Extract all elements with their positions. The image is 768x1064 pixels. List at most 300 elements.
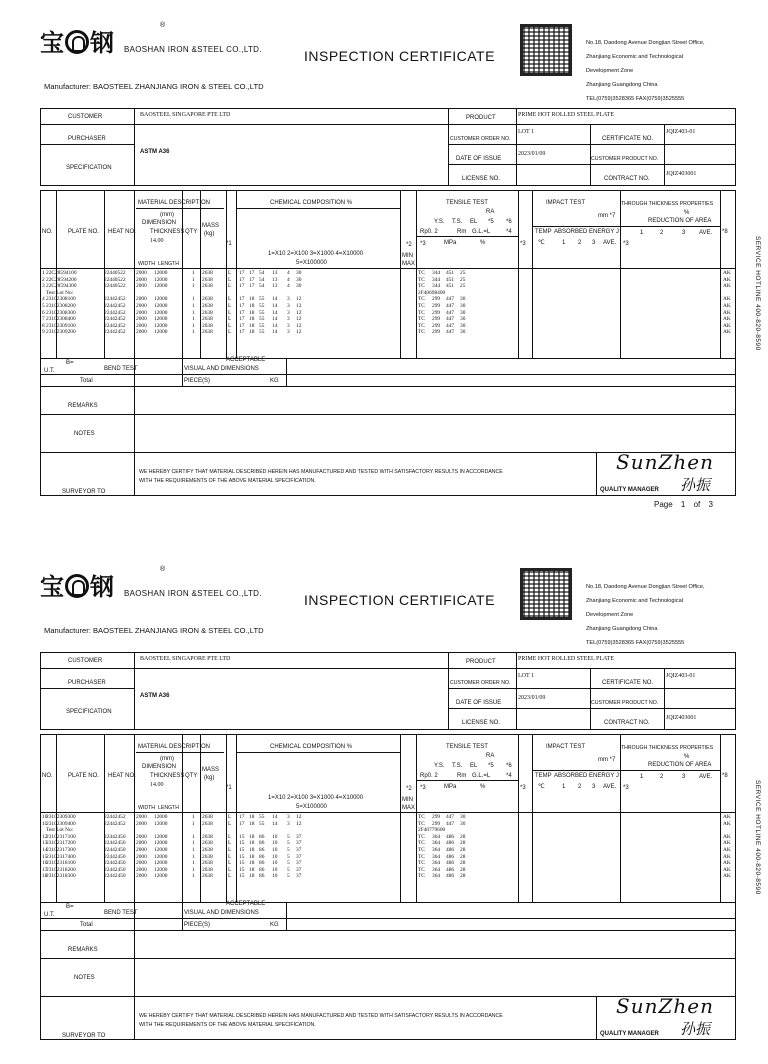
test-type: TC xyxy=(418,283,425,290)
col-ra: RA xyxy=(486,209,495,215)
certify-text: WE HEREBY CERTIFY THAT MATERIAL DESCRIBED HEREIN HAS MANUFACTURED AND TESTED WITH SATISFACTORY RESULTS IN ACCORDANCE xyxy=(139,1013,503,1019)
width: 2000 xyxy=(136,316,147,323)
chem-mn: 55 xyxy=(259,322,265,329)
chem-al: 37 xyxy=(296,846,302,853)
chem-c: 15 xyxy=(239,840,245,847)
row-no: 16 xyxy=(42,860,48,867)
label-remarks: REMARKS xyxy=(68,947,98,953)
label-pieces: PIECE(S) xyxy=(184,378,211,384)
chem-si: 18 xyxy=(249,322,255,329)
table-row xyxy=(40,270,736,277)
row-no: 7 xyxy=(42,316,45,323)
direction: L xyxy=(228,296,232,303)
length: 12000 xyxy=(154,814,168,820)
col-ttp-pct: % xyxy=(684,210,690,216)
col-impact-mm: mm *7 xyxy=(598,213,616,219)
mass: 2638 xyxy=(202,302,213,309)
ak-code: AK xyxy=(723,309,731,316)
bend-b: B= xyxy=(66,904,74,910)
row-no: 1 xyxy=(42,270,45,276)
col-material-description: MATERIAL DESCRIPTION xyxy=(138,200,211,206)
chem-al: 37 xyxy=(296,866,302,873)
heat-no: 22442452 xyxy=(104,322,126,329)
plate-no: 22C28594100 xyxy=(46,270,77,276)
chem-s: 3 xyxy=(287,820,290,827)
label-product: PRODUCT xyxy=(466,115,496,121)
label-kg: KG xyxy=(270,378,279,384)
chem-c: 17 xyxy=(239,820,245,827)
label-specification: SPECIFICATION xyxy=(66,165,112,171)
row-no: 5 xyxy=(42,302,45,309)
qty: 1 xyxy=(192,814,195,820)
plate-no: 22C28594200 xyxy=(46,276,77,283)
col-degc: ℃ xyxy=(538,240,545,246)
col-temp: TEMP xyxy=(535,773,552,779)
row-no: 11 xyxy=(42,820,48,827)
ak-code: AK xyxy=(723,873,731,880)
width: 2000 xyxy=(136,270,147,276)
col-impact-2: 2 xyxy=(578,784,582,790)
chem-mn: 55 xyxy=(259,820,265,827)
note-star5: *5 xyxy=(488,219,494,225)
chem-p: 10 xyxy=(272,860,278,867)
label-notes: NOTES xyxy=(74,431,95,437)
chem-c: 15 xyxy=(239,860,245,867)
col-absorbed: ABSORBED ENERGY J xyxy=(554,773,619,779)
col-impact: IMPACT TEST xyxy=(546,744,586,750)
row-no: 8 xyxy=(42,322,45,329)
logo-chinese: 宝 钢 xyxy=(40,572,114,601)
direction: L xyxy=(228,329,232,336)
width: 2000 xyxy=(136,276,147,283)
col-tensile: TENSILE TEST xyxy=(446,200,488,206)
certify-text-2: WITH THE REQUIREMENTS OF THE ABOVE MATERIAL SPECIFICATION. xyxy=(139,478,316,484)
chem-s: 3 xyxy=(287,309,290,316)
test-type: TC xyxy=(418,302,425,309)
logo-emblem-icon xyxy=(65,30,89,54)
direction: L xyxy=(228,283,232,290)
chem-al: 12 xyxy=(296,329,302,336)
tensile-strength: 486 xyxy=(446,840,455,847)
row-no: 15 xyxy=(42,853,48,860)
bend-b: B= xyxy=(66,360,74,366)
certificate-title: INSPECTION CERTIFICATE xyxy=(304,592,495,608)
heat-no: 22440522 xyxy=(104,276,126,283)
yield-strength: 299 xyxy=(432,329,441,336)
length: 12000 xyxy=(154,873,168,880)
certificate-no-value: JQIZ403-01 xyxy=(666,673,696,679)
col-gl: G.L.=L xyxy=(472,229,491,235)
tensile-strength: 447 xyxy=(446,309,455,316)
yield-strength: 364 xyxy=(432,853,441,860)
col-impact-ave: AVE. xyxy=(603,240,617,246)
chem-si: 18 xyxy=(249,846,255,853)
row-no: 2 xyxy=(42,276,45,283)
width: 2000 xyxy=(136,840,147,847)
ak-code: AK xyxy=(723,833,731,840)
elongation: 30 xyxy=(460,309,466,316)
heat-no: 22442450 xyxy=(104,833,126,840)
label-visual: VISUAL AND DIMENSIONS xyxy=(184,366,259,372)
length: 12000 xyxy=(154,276,168,283)
elongation: 28 xyxy=(460,846,466,853)
date-of-issue-value: 2023/01/09 xyxy=(518,695,546,701)
chem-si: 18 xyxy=(249,820,255,827)
tensile-strength: 447 xyxy=(446,302,455,309)
mass: 2638 xyxy=(202,814,213,820)
note-star2: *2 xyxy=(406,242,412,248)
chem-c: 17 xyxy=(239,302,245,309)
elongation: 25 xyxy=(460,270,466,276)
chem-c: 15 xyxy=(239,833,245,840)
row-no: 12 xyxy=(42,833,48,840)
heat-no: 22442452 xyxy=(104,814,126,820)
col-length: LENGTH xyxy=(158,261,180,267)
elongation: 30 xyxy=(460,322,466,329)
col-rp: Rp0. 2 xyxy=(420,773,438,779)
col-impact-3: 3 xyxy=(592,240,596,246)
col-mass: MASS xyxy=(202,223,220,229)
col-width: WIDTH xyxy=(138,261,155,267)
label-customer-order-no: CUSTOMER ORDER NO. xyxy=(450,136,511,142)
label-customer-product-no: CUSTOMER PRODUCT NO. xyxy=(591,700,659,706)
chem-p: 14 xyxy=(272,302,278,309)
heat-no: 22442452 xyxy=(104,316,126,323)
chem-p: 14 xyxy=(272,814,278,820)
company-address xyxy=(586,36,705,106)
page-number: Page 1 of 3 xyxy=(654,500,713,509)
chem-c: 17 xyxy=(239,322,245,329)
col-heat-no: HEAT NO. xyxy=(108,229,136,235)
label-license-no: LICENSE NO. xyxy=(462,176,501,182)
row-no: 9 xyxy=(42,329,45,336)
elongation: 25 xyxy=(460,283,466,290)
heat-no: 22442450 xyxy=(104,860,126,867)
col-length: LENGTH xyxy=(158,805,180,811)
mass: 2638 xyxy=(202,329,213,336)
width: 2000 xyxy=(136,283,147,290)
col-mm: (mm) xyxy=(160,212,174,218)
qr-code-icon xyxy=(520,24,572,76)
test-type: TC xyxy=(418,309,425,316)
ak-code: AK xyxy=(723,840,731,847)
length: 12000 xyxy=(154,296,168,303)
label-min: MIN xyxy=(402,797,413,803)
mass: 2638 xyxy=(202,853,213,860)
label-product: PRODUCT xyxy=(466,659,496,665)
col-ra-1: 1 xyxy=(640,230,644,236)
baosteel-logo xyxy=(40,22,166,58)
note-star3: *3 xyxy=(420,785,426,791)
tensile-strength: 447 xyxy=(446,329,455,336)
tensile-strength: 447 xyxy=(446,322,455,329)
chem-si: 18 xyxy=(249,873,255,880)
chem-s: 5 xyxy=(287,853,290,860)
col-ra-3: 3 xyxy=(682,230,686,236)
col-dimension: DIMENSION xyxy=(142,220,177,226)
col-ra-ave: AVE. xyxy=(699,774,713,780)
label-max: MAX xyxy=(402,805,416,811)
label-ut: U.T. xyxy=(44,368,55,374)
tensile-strength: 486 xyxy=(446,873,455,880)
chem-al: 12 xyxy=(296,322,302,329)
heat-no: 22442450 xyxy=(104,866,126,873)
qty: 1 xyxy=(192,866,195,873)
address-line: Zhanjiang Economic and Technological xyxy=(586,598,683,604)
col-ts: T.S. xyxy=(452,219,463,225)
direction: L xyxy=(228,840,232,847)
col-mpa: MPa xyxy=(444,784,457,790)
plate-no: Test Lot No: xyxy=(46,289,74,296)
yield-strength: 344 xyxy=(432,283,441,290)
qty: 1 xyxy=(192,840,195,847)
note-star2: *2 xyxy=(406,786,412,792)
chem-mn: 86 xyxy=(259,866,265,873)
label-purchaser: PURCHASER xyxy=(68,680,106,686)
col-mm: (mm) xyxy=(160,756,174,762)
registered-mark: ® xyxy=(160,22,166,29)
chem-si: 17 xyxy=(249,270,255,276)
direction: L xyxy=(228,276,232,283)
chem-s: 5 xyxy=(287,846,290,853)
thickness-value: 14.00 xyxy=(150,238,164,244)
chem-mn: 54 xyxy=(259,283,265,290)
label-license-no: LICENSE NO. xyxy=(462,720,501,726)
col-reduction: REDUCTION OF AREA xyxy=(648,762,712,768)
yield-strength: 364 xyxy=(432,833,441,840)
test-type: 2F40698400 xyxy=(418,289,446,296)
company-name: BAOSHAN IRON &STEEL CO.,LTD. xyxy=(124,589,262,598)
plate-rows xyxy=(40,270,736,336)
heat-no: 22440522 xyxy=(104,283,126,290)
chem-p: 14 xyxy=(272,820,278,827)
table-row xyxy=(40,290,736,297)
chem-s: 3 xyxy=(287,322,290,329)
col-thickness: THICKNESS xyxy=(150,229,185,235)
note-star3c: *3 xyxy=(623,241,629,247)
width: 2000 xyxy=(136,853,147,860)
chem-al: 37 xyxy=(296,853,302,860)
yield-strength: 299 xyxy=(432,296,441,303)
chem-al: 37 xyxy=(296,860,302,867)
table-row xyxy=(40,873,736,880)
label-certificate-no: CERTIFICATE NO. xyxy=(602,136,654,142)
yield-strength: 299 xyxy=(432,302,441,309)
col-impact-1: 1 xyxy=(562,784,566,790)
length: 12000 xyxy=(154,316,168,323)
tensile-strength: 451 xyxy=(446,283,455,290)
chem-c: 17 xyxy=(239,814,245,820)
qty: 1 xyxy=(192,833,195,840)
plate-no: 23102309100 xyxy=(46,322,76,329)
col-plate-no: PLATE NO. xyxy=(68,773,99,779)
chem-s: 5 xyxy=(287,860,290,867)
qty: 1 xyxy=(192,329,195,336)
direction: L xyxy=(228,814,232,820)
qty: 1 xyxy=(192,283,195,290)
label-surveyor: SURVEYOR TO xyxy=(62,489,106,495)
label-bend-test: BEND TEST xyxy=(104,910,138,916)
row-no: 3 xyxy=(42,283,45,290)
col-material-description: MATERIAL DESCRIPTION xyxy=(138,744,211,750)
ak-code: AK xyxy=(723,860,731,867)
note-star3b: *3 xyxy=(520,241,526,247)
chem-c: 15 xyxy=(239,853,245,860)
col-impact-1: 1 xyxy=(562,240,566,246)
width: 2000 xyxy=(136,309,147,316)
address-line: No.18, Daodong Avenue Dongjian Street Office, xyxy=(586,40,705,46)
mass: 2638 xyxy=(202,322,213,329)
chem-factors: 1=X10 2=X100 3=X1000 4=X10000 xyxy=(268,795,364,801)
seal-signature: 孙振 xyxy=(680,1020,711,1038)
mass: 2638 xyxy=(202,846,213,853)
chem-p: 14 xyxy=(272,309,278,316)
chem-mn: 86 xyxy=(259,853,265,860)
row-no: 10 xyxy=(42,814,48,820)
direction: L xyxy=(228,820,232,827)
width: 2000 xyxy=(136,329,147,336)
chem-al: 37 xyxy=(296,873,302,880)
chem-s: 3 xyxy=(287,329,290,336)
width: 2000 xyxy=(136,866,147,873)
test-type: TC xyxy=(418,814,425,820)
direction: L xyxy=(228,846,232,853)
row-no: 18 xyxy=(42,873,48,880)
col-pct: % xyxy=(480,240,486,246)
col-dimension: DIMENSION xyxy=(142,764,177,770)
label-total: Total xyxy=(80,922,93,928)
test-type: TC xyxy=(418,270,425,276)
manager-signature: SunZhen xyxy=(616,450,714,474)
chem-si: 18 xyxy=(249,329,255,336)
label-bend-test: BEND TEST xyxy=(104,366,138,372)
heat-no: 22442450 xyxy=(104,846,126,853)
spec-value: ASTM A36 xyxy=(140,149,170,155)
table-row xyxy=(40,821,736,828)
mass: 2638 xyxy=(202,296,213,303)
mass: 2638 xyxy=(202,833,213,840)
label-contract-no: CONTRACT NO. xyxy=(604,720,650,726)
note-star3: *3 xyxy=(420,241,426,247)
mass: 2638 xyxy=(202,276,213,283)
col-qty: QTY xyxy=(185,229,198,235)
label-acceptable: ACCEPTABLE xyxy=(226,901,266,907)
col-ys: Y.S. xyxy=(434,763,445,769)
tensile-strength: 447 xyxy=(446,814,455,820)
chem-mn: 86 xyxy=(259,833,265,840)
qty: 1 xyxy=(192,846,195,853)
chem-al: 30 xyxy=(296,276,302,283)
col-impact: IMPACT TEST xyxy=(546,200,586,206)
col-no: NO. xyxy=(42,229,53,235)
note-star5: *5 xyxy=(488,763,494,769)
width: 2000 xyxy=(136,873,147,880)
chem-s: 5 xyxy=(287,833,290,840)
plate-no: 23102309300 xyxy=(46,814,76,820)
length: 12000 xyxy=(154,866,168,873)
chem-p: 14 xyxy=(272,316,278,323)
chem-s: 4 xyxy=(287,276,290,283)
label-customer: CUSTOMER xyxy=(68,658,103,664)
qty: 1 xyxy=(192,853,195,860)
heat-no: 22442452 xyxy=(104,820,126,827)
chem-mn: 55 xyxy=(259,814,265,820)
col-ra-ave: AVE. xyxy=(699,230,713,236)
contract-no-value: JQIZ403001 xyxy=(666,715,697,721)
product-value: PRIME HOT ROLLED STEEL PLATE xyxy=(518,656,614,662)
service-hotline: SERVICE HOTLINE 400-820-8590 xyxy=(754,780,761,895)
table-row xyxy=(40,323,736,330)
chem-p: 10 xyxy=(272,853,278,860)
ak-code: AK xyxy=(723,820,731,827)
width: 2000 xyxy=(136,860,147,867)
plate-no: 23102317400 xyxy=(46,853,76,860)
chem-p: 13 xyxy=(272,283,278,290)
mass: 2638 xyxy=(202,283,213,290)
length: 12000 xyxy=(154,329,168,336)
col-heat-no: HEAT NO. xyxy=(108,773,136,779)
chem-mn: 54 xyxy=(259,276,265,283)
col-qty: QTY xyxy=(185,773,198,779)
elongation: 28 xyxy=(460,866,466,873)
spec-value: ASTM A36 xyxy=(140,693,170,699)
chem-c: 15 xyxy=(239,846,245,853)
chem-si: 18 xyxy=(249,860,255,867)
plate-no: 23102309200 xyxy=(46,329,76,336)
qty: 1 xyxy=(192,860,195,867)
test-type: 2F40779600 xyxy=(418,827,446,834)
elongation: 28 xyxy=(460,840,466,847)
chem-al: 12 xyxy=(296,316,302,323)
label-notes: NOTES xyxy=(74,975,95,981)
elongation: 28 xyxy=(460,873,466,880)
mass: 2638 xyxy=(202,873,213,880)
chem-s: 3 xyxy=(287,814,290,820)
qty: 1 xyxy=(192,322,195,329)
customer-order-value: LOT 1 xyxy=(518,129,535,135)
chem-c: 17 xyxy=(239,270,245,276)
label-quality-manager: QUALITY MANAGER xyxy=(600,1031,659,1037)
note-star1: *1 xyxy=(226,785,232,791)
plate-no: 23102309400 xyxy=(46,820,76,827)
chem-si: 18 xyxy=(249,853,255,860)
test-type: TC xyxy=(418,322,425,329)
elongation: 28 xyxy=(460,860,466,867)
elongation: 30 xyxy=(460,820,466,827)
plate-no: 23102317100 xyxy=(46,833,76,840)
chem-factor-5: 5=X100000 xyxy=(296,260,327,266)
registered-mark: ® xyxy=(160,566,166,573)
yield-strength: 364 xyxy=(432,873,441,880)
note-star8: *8 xyxy=(722,229,728,235)
chem-mn: 55 xyxy=(259,316,265,323)
col-rm: Rm xyxy=(457,773,467,779)
heat-no: 22442452 xyxy=(104,302,126,309)
ak-code: AK xyxy=(723,853,731,860)
service-hotline: SERVICE HOTLINE 400-820-8590 xyxy=(754,236,761,351)
qty: 1 xyxy=(192,302,195,309)
col-through-thickness: THROUGH THICKNESS PROPERTIES xyxy=(621,745,714,751)
company-name: BAOSHAN IRON &STEEL CO.,LTD. xyxy=(124,45,262,54)
row-no: 4 xyxy=(42,296,45,303)
test-type: TC xyxy=(418,329,425,336)
table-row xyxy=(40,827,736,834)
qty: 1 xyxy=(192,820,195,827)
product-value: PRIME HOT ROLLED STEEL PLATE xyxy=(518,112,614,118)
address-line: Zhanjiang Guangdong China xyxy=(586,626,658,632)
address-line: TEL(0759)3528365 FAX(0759)3525555 xyxy=(586,96,685,102)
col-mass: MASS xyxy=(202,767,220,773)
